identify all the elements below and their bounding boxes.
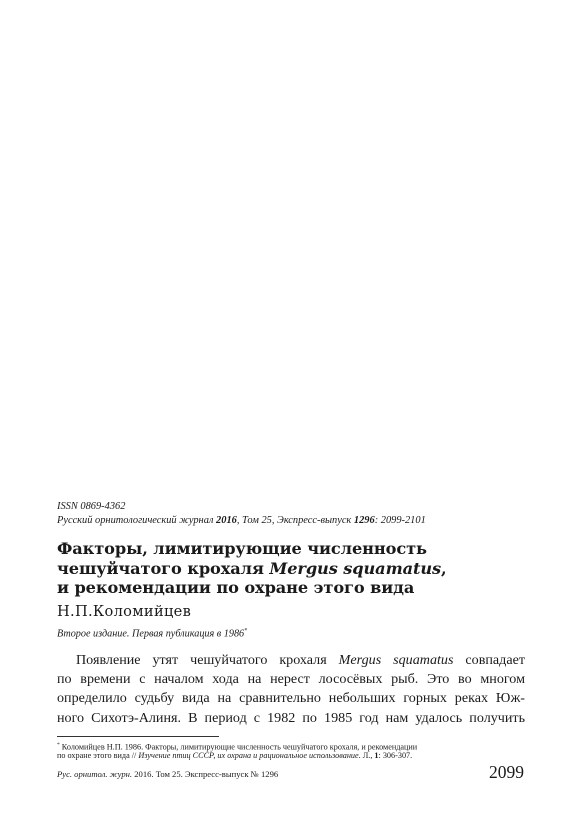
article-title	[57, 539, 527, 598]
footnote-city: . Л.,	[358, 751, 375, 760]
footer-details: 2016. Том 25. Экспресс-выпуск № 1296	[132, 769, 279, 779]
title-line-2-start: чешуйчатого крохаля	[57, 558, 270, 578]
journal-year: 2016	[216, 515, 237, 526]
edition-footnote-mark: *	[244, 628, 248, 634]
footnote-mark: *	[57, 742, 60, 748]
page-number: 2099	[489, 762, 524, 782]
edition-text: Второе издание. Первая публикация в 1986	[57, 628, 245, 640]
footnote-line-2	[57, 751, 412, 762]
body-line-3: определило судьбу вида на сравнительно небольших горных реках Юж-	[57, 690, 525, 707]
body-line-2: по времени с началом хода на нерест лососёвых рыб. Это во многом	[57, 671, 525, 688]
body-species: Mergus squamatus	[338, 652, 454, 668]
footnote-part: 1	[374, 751, 379, 760]
journal-name: Русский орнитологический журнал	[57, 515, 214, 526]
body-text	[57, 651, 525, 728]
running-footer	[57, 769, 278, 779]
footnote-text-2: по охране этого вида //	[57, 751, 139, 760]
title-line-2-end: ,	[441, 558, 447, 578]
title-line-2	[57, 559, 527, 579]
body-line-4: ного Сихотэ-Алиня. В период с 1982 по 1985 год нам удалось получить	[57, 709, 525, 726]
footnote-source: Изучение птиц СССР, их охрана и рациональное использование	[138, 751, 359, 760]
body-line-1-start: Появление утят чешуйчатого крохаля	[76, 652, 339, 668]
footnote-text-1: Коломийцев Н.П. 1986. Факторы, лимитирующие численность чешуйчатого крохаля, и рекомендации	[61, 742, 418, 752]
journal-issue: 1296	[353, 515, 375, 526]
edition-note	[57, 628, 247, 639]
footnote-rule	[57, 736, 219, 737]
body-line-1	[57, 651, 525, 670]
body-line-1-end: совпадает	[453, 652, 525, 668]
issn: ISSN 0869-4362	[57, 501, 126, 512]
footnote-pages: : 306-307.	[378, 751, 413, 760]
journal-volume: , Том 25, Экспресс-выпуск	[236, 515, 354, 526]
title-line-3: и рекомендации по охране этого вида	[57, 578, 415, 598]
title-species: Mergus squamatus	[269, 558, 442, 578]
footer-journal: Рус. орнитол. журн.	[57, 769, 133, 779]
journal-citation	[57, 514, 426, 527]
journal-pages: : 2099-2101	[374, 515, 426, 526]
author: Н.П.Коломийцев	[57, 603, 192, 620]
title-line-1: Факторы, лимитирующие численность	[57, 539, 427, 558]
